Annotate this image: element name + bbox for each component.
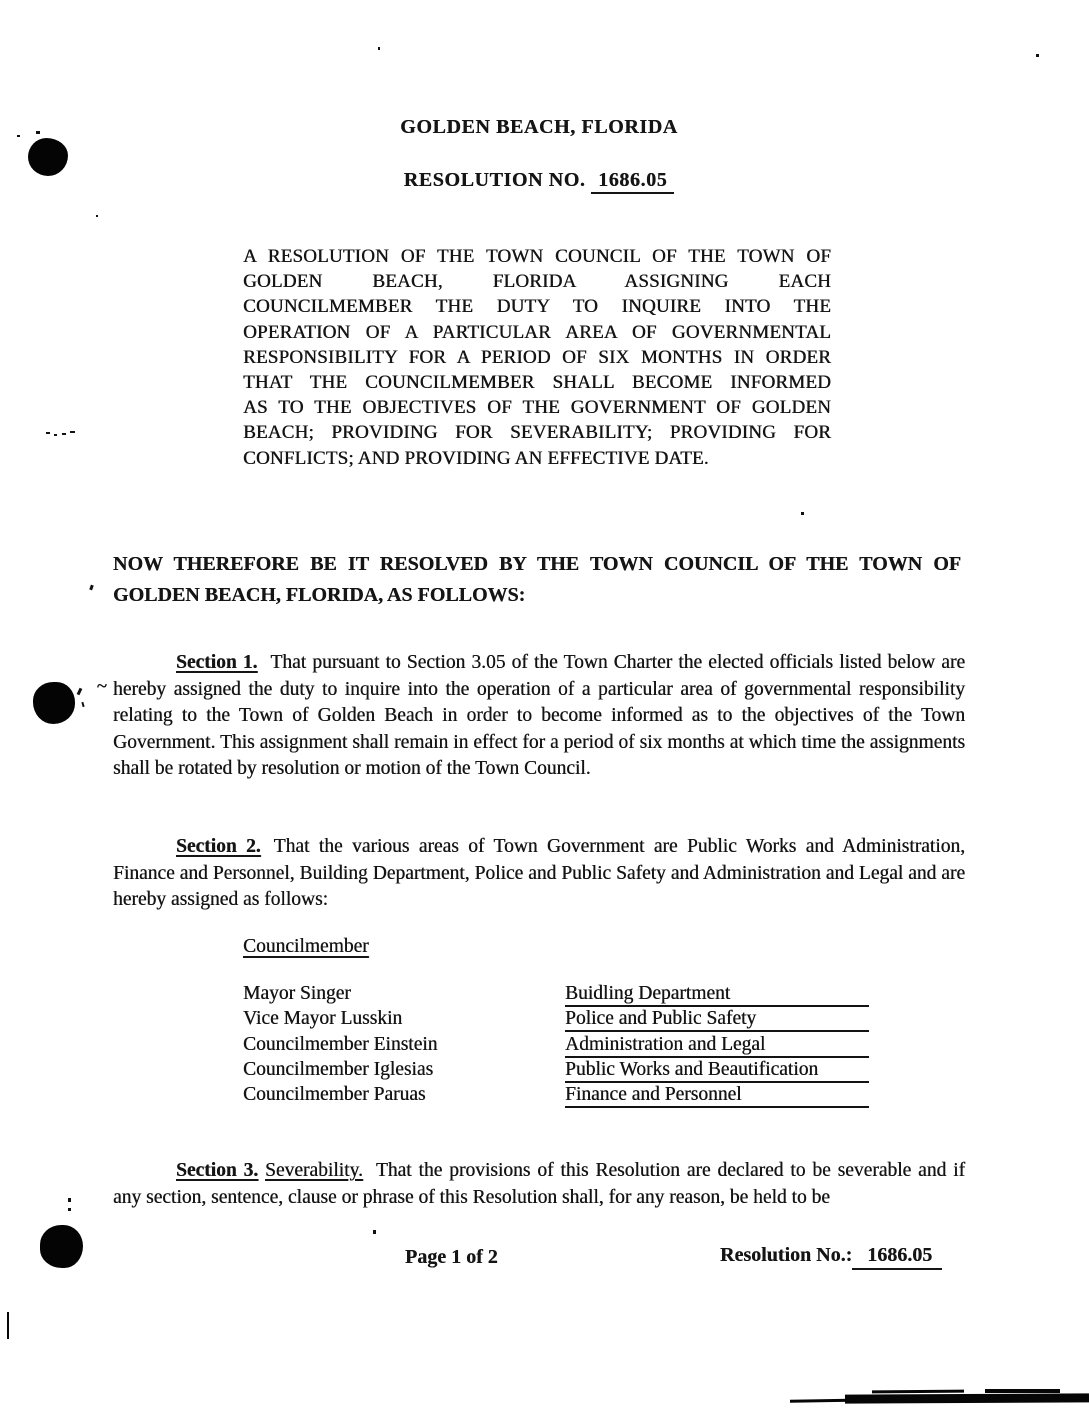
page-number: Page 1 of 2: [405, 1246, 498, 1268]
page-edge-line: [7, 1312, 9, 1339]
section-3-label: Section 3.: [176, 1160, 259, 1181]
assignment-member: Mayor Singer: [243, 983, 351, 1004]
assignment-row: [243, 981, 869, 1006]
section-2-body: That the various areas of Town Government are Public Works and Administration, Finance and Personnel, Building Department, Police and Public Safety and Administration and Legal and are hereby assigned as follows:: [113, 836, 966, 911]
section-1-label: Section 1.: [176, 652, 258, 673]
speckle: [378, 47, 380, 50]
section-3-paragraph: [113, 1158, 965, 1211]
speckle: [77, 688, 83, 696]
resolution-number-value: 1686.05: [591, 169, 674, 194]
preamble-line: COUNCILMEMBER THE DUTY TO INQUIRE INTO THE: [243, 296, 831, 318]
scan-edge-shadow: [845, 1393, 1089, 1403]
speckle: [373, 1230, 376, 1234]
preamble-line: OPERATION OF A PARTICULAR AREA OF GOVERNMENTAL: [243, 321, 831, 343]
assignment-row: [243, 1082, 869, 1107]
section-1-paragraph: [113, 650, 965, 783]
assignment-member: Vice Mayor Lusskin: [243, 1008, 403, 1030]
assignment-area: Finance and Personnel: [565, 1082, 869, 1108]
speckle: [54, 434, 57, 436]
speckle: [96, 215, 98, 217]
assignment-area: Public Works and Beautification: [565, 1057, 869, 1083]
assignment-table: [243, 981, 869, 1107]
assignment-row: [243, 1032, 869, 1057]
preamble-line: RESPONSIBILITY FOR A PERIOD OF SIX MONTHS IN ORDER: [243, 346, 831, 368]
hole-punch-mark: [40, 1225, 83, 1268]
preamble-line: THAT THE COUNCILMEMBER SHALL BECOME INFORMED: [243, 372, 831, 394]
preamble-line: AS TO THE OBJECTIVES OF THE GOVERNMENT OF GOLDEN: [243, 397, 831, 419]
resolved-clause-line: GOLDEN BEACH, FLORIDA, AS FOLLOWS:: [113, 584, 526, 606]
speckle: [70, 431, 75, 433]
speckle: [801, 512, 804, 515]
resolution-number-heading: [0, 169, 1078, 192]
councilmember-heading: Councilmember: [243, 936, 369, 957]
speckle: [62, 433, 66, 435]
footer-resolution-value: 1686.05: [852, 1244, 942, 1270]
preamble-line: GOLDEN BEACH, FLORIDA ASSIGNING EACH: [243, 271, 831, 293]
footer-resolution-number: [720, 1244, 942, 1267]
section-3-sublabel: Severability.: [265, 1160, 363, 1181]
hole-punch-mark: [33, 682, 75, 724]
section-2-paragraph: [113, 834, 965, 914]
speckle: [1036, 54, 1039, 57]
assignment-member: Councilmember Iglesias: [243, 1058, 434, 1080]
section-1-body: That pursuant to Section 3.05 of the Town Charter the elected officials listed below are hereby assigned the duty to inquire into the operation of a particular area of governmental responsibility relating to the Town of Golden Beach in order to become informed as to the objectives of the Town Government. This assignment shall remain in effect for a period of six months at which time the assignments shall be rotated by resolution or motion of the Town Council.: [113, 652, 965, 780]
section-3-body: That the provisions of this Resolution are declared to be severable and if any section, sentence, clause or phrase of this Resolution shall, for any reason, be held to be: [113, 1160, 965, 1208]
assignment-row: [243, 1057, 869, 1082]
preamble-line: CONFLICTS; AND PROVIDING AN EFFECTIVE DATE.: [243, 447, 709, 469]
speckle: [89, 585, 94, 591]
document-city-title: GOLDEN BEACH, FLORIDA: [400, 116, 678, 138]
preamble-line: A RESOLUTION OF THE TOWN COUNCIL OF THE TOWN OF: [243, 246, 831, 267]
assignment-row: [243, 1006, 869, 1031]
footer-resolution-label: Resolution No.:: [720, 1244, 853, 1266]
scan-edge-shadow: [985, 1389, 1060, 1393]
section-2-label: Section 2.: [176, 836, 261, 857]
pen-tick-mark: ~: [97, 676, 107, 697]
speckle: [36, 131, 40, 134]
scan-edge-shadow: [872, 1390, 964, 1394]
assignment-area: Administration and Legal: [565, 1032, 869, 1058]
speckle: [46, 432, 50, 434]
speckle: [81, 702, 84, 707]
speckle: [68, 1208, 71, 1211]
assignment-member: Councilmember Paruas: [243, 1084, 426, 1106]
assignment-area: Police and Public Safety: [565, 1006, 869, 1032]
preamble-line: BEACH; PROVIDING FOR SEVERABILITY; PROVIDING FOR: [243, 422, 831, 444]
resolution-number-label: RESOLUTION NO.: [403, 169, 586, 191]
speckle: [17, 135, 20, 137]
resolved-clause: [113, 549, 961, 611]
resolved-clause-line: NOW THEREFORE BE IT RESOLVED BY THE TOWN COUNCIL OF THE TOWN OF: [113, 553, 961, 575]
assignment-member: Councilmember Einstein: [243, 1033, 438, 1055]
resolution-preamble: [243, 244, 831, 471]
speckle: [68, 1198, 71, 1202]
assignment-area: Buidling Department: [565, 981, 869, 1007]
